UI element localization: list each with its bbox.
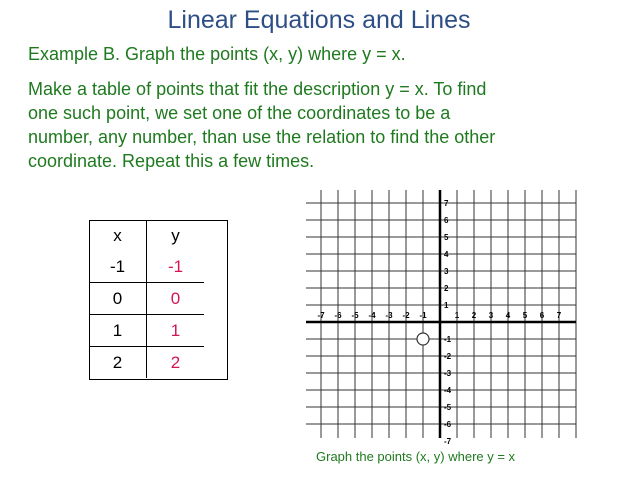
coordinate-grid [300, 186, 580, 446]
x-tick-label: 2 [471, 311, 477, 320]
y-tick-label: 7 [444, 199, 449, 208]
cell-y: 0 [147, 283, 205, 315]
graph-caption: Graph the points (x, y) where y = x [316, 449, 516, 464]
x-tick-label: 1 [454, 311, 460, 320]
axes [306, 190, 576, 438]
cell-y: 2 [170, 352, 181, 372]
cell-y: 1 [147, 315, 205, 347]
x-tick-label: 6 [539, 311, 545, 320]
y-tick-label: 1 [444, 301, 449, 310]
point-marker [417, 333, 429, 345]
cell-x: 0 [89, 283, 147, 315]
cell-x: 1 [89, 315, 147, 347]
y-tick-label: -3 [444, 369, 452, 378]
table-header-row [89, 220, 204, 251]
table-row [89, 283, 204, 315]
y-tick-label: 4 [444, 250, 449, 259]
y-tick-label: -6 [444, 420, 452, 429]
y-tick-label: 2 [444, 284, 449, 293]
y-tick-label: -1 [444, 335, 452, 344]
x-tick-label: -3 [385, 311, 393, 320]
x-tick-label: 3 [488, 311, 494, 320]
table-row [89, 315, 204, 347]
x-tick-label: -6 [334, 311, 342, 320]
y-tick-label: -4 [444, 386, 452, 395]
y-tick-label: 5 [444, 233, 449, 242]
x-tick-label: 5 [522, 311, 528, 320]
y-tick-label: 3 [444, 267, 449, 276]
paragraph-line: coordinate. Repeat this a few times. [28, 151, 315, 171]
cell-x: 2 [89, 347, 147, 379]
table-row [89, 251, 204, 283]
cell-y: -1 [147, 251, 205, 283]
x-tick-label: -2 [402, 311, 410, 320]
table-row [89, 347, 204, 379]
points-table [89, 220, 204, 378]
cell-x: -1 [89, 251, 147, 283]
plotted-points [417, 333, 429, 345]
paragraph-line: one such point, we set one of the coordinates to be a [28, 103, 451, 123]
x-tick-label: -5 [351, 311, 359, 320]
instruction-paragraph [28, 77, 608, 173]
x-tick-label: -1 [419, 311, 427, 320]
x-tick-label: 4 [505, 311, 511, 320]
header-y: y [171, 225, 180, 245]
y-tick-label: -2 [444, 352, 452, 361]
header-x: x [89, 220, 147, 251]
paragraph-line: Make a table of points that fit the description y = x. To find [28, 79, 487, 99]
slide-title: Linear Equations and Lines [167, 6, 471, 34]
example-heading: Example B. Graph the points (x, y) where y = x. [28, 44, 406, 64]
x-tick-label: 7 [556, 311, 562, 320]
x-tick-label: -4 [368, 311, 376, 320]
x-tick-label: -7 [317, 311, 325, 320]
y-tick-label: -7 [444, 437, 452, 446]
paragraph-line: number, any number, than use the relation to find the other [28, 127, 496, 147]
y-tick-label: -5 [444, 403, 452, 412]
y-tick-label: 6 [444, 216, 449, 225]
